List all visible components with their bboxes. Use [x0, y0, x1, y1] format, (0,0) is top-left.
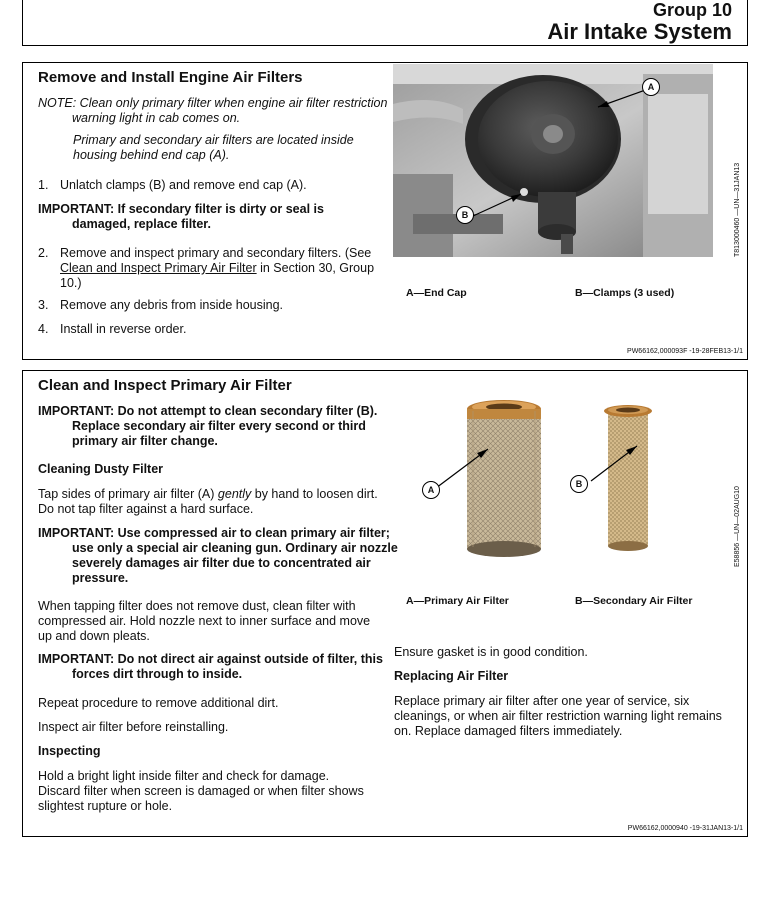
gasket-instruction: Ensure gasket is in good condition.	[394, 645, 588, 659]
callout-a: A	[422, 481, 440, 499]
callout-b: B	[456, 206, 474, 224]
caption-a: A—End Cap	[406, 287, 467, 299]
step-text: Remove any debris from inside housing.	[60, 298, 284, 312]
document-id: PW66162,0000940 -19-31JAN13-1/1	[627, 825, 743, 832]
inspecting-instruction: Hold a bright light inside filter and check for damage. Discard filter when screen is damaged or when filter shows slightest rupture or hole.	[38, 769, 364, 813]
page-title: Air Intake System	[547, 19, 732, 44]
callout-b: B	[570, 475, 588, 493]
step-number: 4.	[38, 322, 49, 336]
replacing-heading: Replacing Air Filter	[394, 669, 509, 683]
air-filters-illustration	[393, 381, 713, 571]
caption-a: A—Primary Air Filter	[406, 595, 509, 607]
group-label: Group 10	[652, 0, 732, 20]
step-number: 3.	[38, 298, 49, 312]
document-id: PW66162,000093F -19-28FEB13-1/1	[627, 348, 743, 355]
note-2: Primary and secondary air filters are located inside housing behind end cap (A).	[73, 133, 354, 162]
step-text: Unlatch clamps (B) and remove end cap (A).	[60, 178, 307, 192]
important-notice: IMPORTANT: If secondary filter is dirty or seal is damaged, replace filter.	[38, 202, 324, 231]
replacing-instruction: Replace primary air filter after one year of service, six cleanings, or when air filter restriction warning light remains on. Replace damaged filters immediately.	[394, 694, 722, 738]
important-notice-2: IMPORTANT: Use compressed air to clean primary air filter; use only a special air cleaning gun. Ordinary air nozzle severely damages air filter due to concentrated air pressure.	[38, 526, 398, 585]
compressed-air-instruction: When tapping filter does not remove dust, clean filter with compressed air. Hold nozzle next to inner surface and move up and down pleats.	[38, 599, 371, 643]
air-cleaner-housing-photo	[393, 64, 713, 257]
cleaning-heading: Cleaning Dusty Filter	[38, 462, 164, 476]
step-3	[38, 298, 378, 313]
note-1: NOTE: Clean only primary filter when engine air filter restriction warning light in cab comes on.	[38, 96, 388, 125]
step-text: Remove and inspect primary and secondary filters. (See Clean and Inspect Primary Air Filter in Section 30, Group 10.)	[60, 246, 375, 290]
important-notice-1: IMPORTANT: Do not attempt to clean secondary filter (B). Replace secondary air filter every second or third primary air filter change.	[38, 404, 378, 448]
important-notice-3: IMPORTANT: Do not direct air against outside of filter, this forces dirt through to inside.	[38, 652, 383, 681]
section-remove-install	[22, 62, 748, 360]
section-title: Remove and Install Engine Air Filters	[38, 69, 303, 86]
page-header	[22, 0, 748, 46]
cross-reference-link[interactable]: Clean and Inspect Primary Air Filter	[60, 261, 257, 275]
inspect-instruction: Inspect air filter before reinstalling.	[38, 720, 229, 734]
caption-b: B—Clamps (3 used)	[575, 287, 675, 299]
callout-a: A	[642, 78, 660, 96]
step-2	[38, 246, 378, 291]
section-title: Clean and Inspect Primary Air Filter	[38, 377, 292, 394]
figure-code: E58856 —UN—02AUG10	[734, 486, 741, 567]
step-1	[38, 178, 378, 193]
section-clean-inspect	[22, 370, 748, 837]
repeat-instruction: Repeat procedure to remove additional dirt.	[38, 696, 279, 710]
caption-b: B—Secondary Air Filter	[575, 595, 693, 607]
step-4	[38, 322, 378, 337]
step-number: 1.	[38, 178, 49, 192]
figure-code: T813000460 —UN—31JAN13	[734, 162, 741, 257]
step-number: 2.	[38, 246, 49, 260]
tap-instruction: Tap sides of primary air filter (A) gently by hand to loosen dirt. Do not tap filter against a hard surface.	[38, 487, 378, 516]
inspecting-heading: Inspecting	[38, 744, 101, 758]
step-text: Install in reverse order.	[60, 322, 187, 336]
